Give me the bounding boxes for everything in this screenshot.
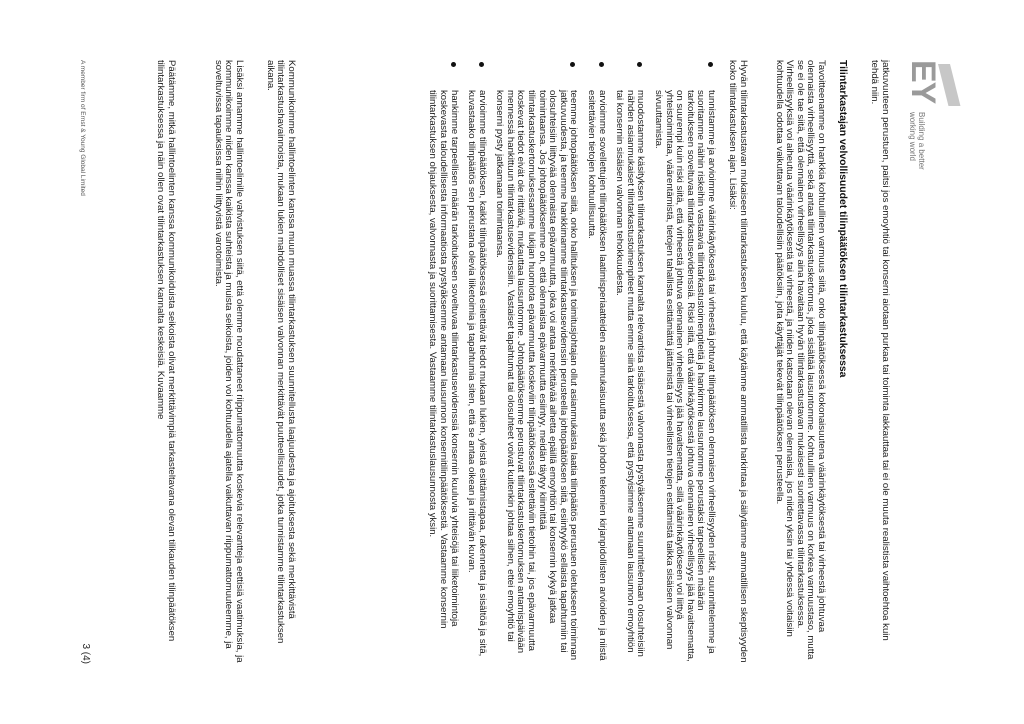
paragraph-judgement: Hyvän tilintarkastustavan mukaiseen tilintarkastukseen kuuluu, että käytämme ammatillista harkintaa ja säilytämme ammatillisen skeptisyyden koko tilintarkastuksen ajan. Lisäksi: (727, 60, 749, 663)
page-number: 3 (4) (80, 643, 91, 664)
list-item (494, 60, 579, 664)
list-item-text: hankimme tarpeellisen määrän tarkoitukseen soveltuvaa tilintarkastusevidenssiä konsernin kuuluvia yhteisöjä tai liiketoimintoja koskevasta taloudellisesta informaatiosta pystyäksemme antamaan lausunnon konsernitilinpäätöksestä. Vastaamme konsernin tilintarkastuksen ohjauksesta, valvonnasta ja suorittamisesta. Vastaamme tilintarkastuslausunnosta yksin. (427, 90, 460, 629)
list-item-text: muodostamme käsityksen tilintarkastuksen kannalta relevantista sisäisestä valvonnasta pystyäksemme suunnittelemaan olosuhteisiin nähden asianmukaiset tilintarkastustoimenpiteet mutta emme siinä tarkoituksessa, että pystyisimme antamaan lausunnon emoyhtiön tai konsernin sisäisen valvonnan tehokkuudesta. (614, 90, 647, 657)
ey-logo-mark (904, 60, 950, 106)
bullet-icon (637, 62, 642, 67)
list-item-text: arvioimme sovellettujen tilinpäätöksen laatimisperiaatteiden asianmukaisuutta sekä johdon tekemien kirjanpidollisten arvioiden ja niistä esitettävien tietojen kohtuullisuutta. (586, 90, 608, 661)
paragraph-objective: Tavoitteenamme on hankkia kohtuullinen varmuus siitä, onko tilinpäätöksessä kokonaisuutena väärinkäytöksestä tai virheestä johtuvaa olennaista virheellisyyttä, sekä antaa tilintarkastuskertomus, joka sisältää lausuntomme. Kohtuullinen varmuus on korkea varmuustaso, mutta se ei ole tae siitä, että olennainen virheellisyys aina havaitaan hyvän tilintarkastustavan mukaisesti suoritettavassa tilintarkastuksessa. Virheellisyyksiä voi aiheutua väärinkäytöksestä tai virheestä, ja niiden katsotaan olevan olennaisia, jos niiden yksin tai yhdessä voitaisiin kohtuudella odottaa vaikuttavan taloudellisiin päätöksiin, joita käyttäjät tekevät tilinpäätöksen perusteella. (773, 60, 827, 660)
list-item (427, 60, 459, 664)
bullet-icon (599, 62, 604, 67)
logo-wordmark: EY (904, 60, 942, 104)
bullet-icon (451, 62, 456, 67)
paragraph-communication: Kommunikoimme hallintoelinten kanssa muun muassa tilintarkastuksen suunnitellusta laajuudesta ja ajoituksesta sekä merkittävistä tilintarkastushavainnoista, mukaan lukien mahdolliset sisäisen valvonnan merkittävät puutteellisuudet, jotka tunnistamme tilintarkastuksen aikana. (264, 60, 297, 644)
paragraph-independence: Lisäksi annamme hallintoelimille vahvistuksen siitä, että olemme noudattaneet riippumattomuutta koskevia relevantteja eettisiä vaatimuksia, ja kommunikoimme niiden kanssa kaikista suhteista ja muista seikoista, joiden voi kohtuudella ajatella vaikuttavan riippumattomuuteemme, ja soveltuvissa tapauksissa niihin liittyvistä varotoimista. (212, 60, 245, 663)
list-item (585, 60, 606, 664)
list-item-text: teemme johtopäätöksen siitä, onko hallituksen ja toimitusjohtajan ollut asianmukaista laatia tilinpäätös perustuen oletukseen toiminnan jatkuvuudesta, ja teemme hankkimamme tilintarkastusevidenssin perusteella johtopäätöksen siitä, esiintyykö sellaista tapahtumiin tai olosuhteisiin liittyvää olennaista epävarmuutta, joka voi antaa merkittävää aihetta epäillä emoyhtiön tai konsernin kykyä jatkaa toimintaansa. Jos johtopäätöksemme on, että olennaista epävarmuutta esiintyy, meidän täytyy kiinnittää tilintarkastuskertomuksessamme lukijan huomiota epävarmuutta koskeviin tilinpäätöksessä esitettäviin tietoihin tai, jos epävarmuutta koskevat tiedot eivät ole riittäviä, mukauttaa lausuntomme. Johtopäätöksemme perustuvat tilintarkastuskertomuksen antamispäivään mennessä hankittuun tilintarkastusevidenssiin. Vastaiset tapahtumat tai olosuhteet voivat kuitenkin johtaa siihen, ettei emoyhtiö tai konserni pysty jatkamaan toimintaansa. (494, 90, 580, 661)
paragraph-key-matters: Päätämme, mitkä hallintoelinten kanssa kommunikoiduista seikoista olivat merkittävimpiä tarkasteltavana olevan tilikauden tilinpäätöksen tilintarkastuksessa ja näin ollen ovat tilintarkastuksen kannalta keskeisiä. Kuvaamme (155, 60, 177, 642)
bullet-icon (708, 62, 713, 67)
intro-paragraph: jatkuvuuteen perustuen, paitsi jos emoyhtiö tai konserni aiotaan purkaa tai toiminta lakkauttaa tai ei ole muuta realistista vaihtoehtoa kuin tehdä niin. (869, 60, 891, 641)
section-heading: Tilintarkastajan velvollisuudet tilinpäätöksen tilintarkastuksessa (837, 60, 848, 378)
list-item (466, 60, 487, 664)
list-item (652, 60, 716, 664)
bullet-icon (479, 62, 484, 67)
ey-logo (904, 60, 950, 172)
list-item (614, 60, 646, 664)
footer-text: A member firm of Ernst & Young Global Limited (79, 60, 86, 196)
list-item-text: tunnistamme ja arvioimme väärinkäytöksestä tai virheestä johtuvat tilinpäätöksen olennaisen virheellisyyden riskit, suunnittelemme ja suoritamme näihin riskeihin vastaavia tilintarkastustoimenpiteitä ja hankimme lausuntomme perustaksi tarpeellisen määrän tarkoitukseen soveltuvaa tilintarkastusevidenssiä. Riski siitä, että väärinkäytöksestä johtuva olennainen virheellisyys jää havaitsematta, on suurempi kuin riski siitä, että virheestä johtuva olennainen virheellisyys jää havaitsematta, sillä väärinkäytökseen voi liittyä yhteistoimintaa, väärentämistä, tietojen tahallista esittämättä jättämistä tai virheellisten tietojen esittämistä taikka sisäisen valvonnan sivuuttamista. (653, 90, 717, 662)
bullet-icon (570, 62, 575, 67)
list-item-text: arvioimme tilinpäätöksen, kaikki tilinpäätöksessä esitettävät tiedot mukaan lukien, yleistä esittämistapaa, rakennetta ja sisältöä ja sitä, kuvastaako tilinpäätös sen perustana olevia liiketoimia ja tapahtumia siten, että se antaa oikean ja riittävän kuvan. (466, 90, 488, 657)
logo-tagline: Building a better working world (908, 112, 926, 170)
responsibilities-list (420, 60, 716, 664)
